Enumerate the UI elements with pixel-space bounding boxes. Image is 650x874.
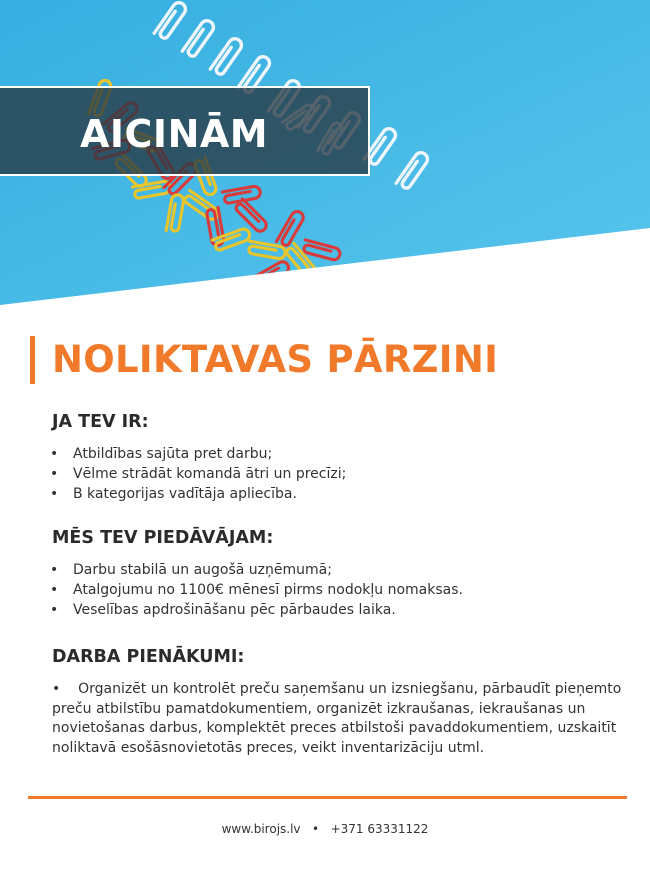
job-title: NOLIKTAVAS PĀRZINI [52,338,499,381]
list-item [50,484,346,504]
bullet: • [50,562,59,578]
duties-heading: DARBA PIENĀKUMI: [52,647,245,667]
footer-contact [0,822,650,836]
list-item [50,580,463,600]
bullet: • [50,582,59,598]
offer-list [50,560,463,620]
website-link[interactable]: www.birojs.lv [221,822,301,836]
offer-heading: MĒS TEV PIEDĀVĀJAM: [52,528,274,548]
phone-link[interactable]: +371 63331122 [330,822,429,836]
requirements-list [50,444,346,504]
list-item [50,444,346,464]
list-item-text: Vēlme strādāt komandā ātri un precīzi; [73,466,347,482]
list-item-text: Darbu stabilā un augošā uzņēmumā; [73,562,332,578]
list-item-text: Veselības apdrošināšanu pēc pārbaudes laika. [73,602,396,618]
footer-separator: • [312,822,320,836]
bullet: • [50,466,59,482]
list-item-text: Atalgojumu no 1100€ mēnesī pirms nodokļu nomaksas. [73,582,463,598]
banner-title: AICINĀM [80,112,269,156]
list-item [50,600,463,620]
list-item-text: Atbildības sajūta pret darbu; [73,446,273,462]
requirements-heading: JA TEV IR: [52,412,149,432]
bullet: • [50,446,59,462]
bullet: • [50,602,59,618]
duties-text [52,680,627,758]
list-item [50,560,463,580]
list-item [50,464,346,484]
list-item-text: B kategorijas vadītāja apliecība. [73,486,297,502]
bullet: • [50,486,59,502]
footer-divider [28,796,627,799]
duties-body: Organizēt un kontrolēt preču saņemšanu un izsniegšanu, pārbaudīt pieņemto preču atbilstību pamatdokumentiem, organizēt izkraušanas, iekraušanas un novietošanas darbus, komplektēt preces atbilstoši pavaddokumentiem, uzskaitīt noliktavā esošāsnovietotās preces, veikt inventarizāciju utml. [52,681,622,756]
title-accent-bar [30,336,35,384]
bullet: • [52,681,61,697]
